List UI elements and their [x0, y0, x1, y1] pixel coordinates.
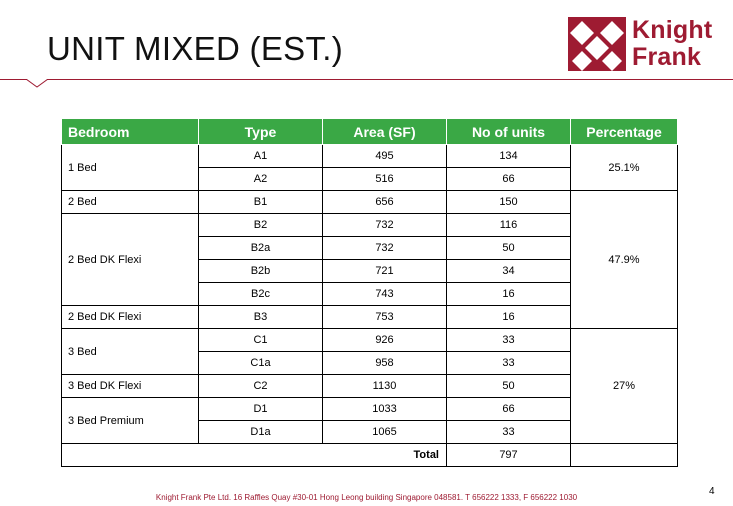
page-number: 4	[709, 486, 715, 497]
units-cell: 33	[447, 421, 571, 444]
units-cell: 116	[447, 214, 571, 237]
type-cell: B3	[199, 306, 323, 329]
area-cell: 721	[323, 260, 447, 283]
area-cell: 926	[323, 329, 447, 352]
area-cell: 516	[323, 168, 447, 191]
table-row	[62, 329, 678, 352]
knight-frank-logo	[568, 17, 718, 71]
units-cell: 16	[447, 306, 571, 329]
total-percentage-cell	[571, 444, 678, 467]
col-header-bedroom: Bedroom	[62, 119, 199, 145]
percentage-cell: 27%	[571, 329, 678, 444]
units-cell: 16	[447, 283, 571, 306]
units-cell: 33	[447, 352, 571, 375]
area-cell: 958	[323, 352, 447, 375]
page-title: UNIT MIXED (EST.)	[47, 30, 344, 67]
bedroom-cell: 3 Bed DK Flexi	[62, 375, 199, 398]
area-cell: 743	[323, 283, 447, 306]
bedroom-cell: 3 Bed	[62, 329, 199, 375]
type-cell: C1	[199, 329, 323, 352]
area-cell: 732	[323, 237, 447, 260]
title-divider	[0, 79, 733, 80]
area-cell: 1130	[323, 375, 447, 398]
bedroom-cell: 2 Bed DK Flexi	[62, 306, 199, 329]
bedroom-cell: 2 Bed	[62, 191, 199, 214]
units-cell: 50	[447, 375, 571, 398]
total-label: Total	[62, 444, 447, 467]
area-cell: 1065	[323, 421, 447, 444]
area-cell: 753	[323, 306, 447, 329]
units-cell: 50	[447, 237, 571, 260]
total-units-cell: 797	[447, 444, 571, 467]
table-header-row	[62, 119, 678, 145]
area-cell: 732	[323, 214, 447, 237]
type-cell: B1	[199, 191, 323, 214]
footer-address: Knight Frank Pte Ltd. 16 Raffles Quay #30-01 Hong Leong building Singapore 048581. T 656222 1333, F 656222 1030	[155, 493, 578, 502]
col-header-type: Type	[199, 119, 323, 145]
units-cell: 34	[447, 260, 571, 283]
type-cell: C1a	[199, 352, 323, 375]
unit-mix-table	[61, 118, 678, 467]
percentage-cell: 25.1%	[571, 145, 678, 191]
type-cell: D1	[199, 398, 323, 421]
units-cell: 66	[447, 168, 571, 191]
table-row	[62, 145, 678, 168]
col-header-units: No of units	[447, 119, 571, 145]
type-cell: A1	[199, 145, 323, 168]
logo-word-knight: Knight	[632, 16, 713, 44]
type-cell: B2	[199, 214, 323, 237]
logo-word-frank: Frank	[632, 43, 702, 71]
percentage-cell: 47.9%	[571, 191, 678, 329]
logo-mark-icon	[568, 17, 626, 71]
total-row	[62, 444, 678, 467]
bedroom-cell: 3 Bed Premium	[62, 398, 199, 444]
units-cell: 33	[447, 329, 571, 352]
type-cell: C2	[199, 375, 323, 398]
bedroom-cell: 2 Bed DK Flexi	[62, 214, 199, 306]
col-header-area: Area (SF)	[323, 119, 447, 145]
area-cell: 495	[323, 145, 447, 168]
type-cell: D1a	[199, 421, 323, 444]
units-cell: 134	[447, 145, 571, 168]
units-cell: 150	[447, 191, 571, 214]
table-row	[62, 191, 678, 214]
col-header-percentage: Percentage	[571, 119, 678, 145]
area-cell: 1033	[323, 398, 447, 421]
type-cell: B2b	[199, 260, 323, 283]
chevron-down-icon	[26, 79, 48, 88]
type-cell: A2	[199, 168, 323, 191]
type-cell: B2c	[199, 283, 323, 306]
area-cell: 656	[323, 191, 447, 214]
units-cell: 66	[447, 398, 571, 421]
bedroom-cell: 1 Bed	[62, 145, 199, 191]
type-cell: B2a	[199, 237, 323, 260]
